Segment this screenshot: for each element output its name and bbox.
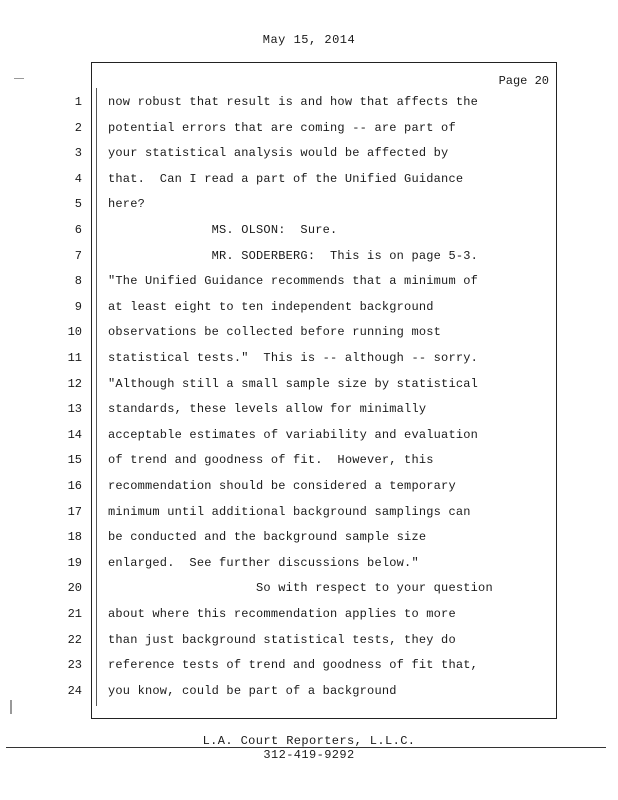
line-number: 14 bbox=[67, 428, 82, 442]
footer-company-name: L.A. Court Reporters, L.L.C. bbox=[202, 734, 416, 748]
line-number: 10 bbox=[67, 325, 82, 339]
line-number: 9 bbox=[74, 300, 82, 314]
transcript-line-text: reference tests of trend and goodness of fit that, bbox=[108, 658, 479, 672]
header-date: May 15, 2014 bbox=[262, 33, 356, 47]
line-number: 22 bbox=[67, 633, 82, 647]
line-number: 13 bbox=[67, 402, 82, 416]
line-number: 16 bbox=[67, 479, 82, 493]
line-number: 2 bbox=[74, 121, 82, 135]
line-number: 5 bbox=[74, 197, 82, 211]
line-number: 20 bbox=[67, 581, 82, 595]
line-number: 23 bbox=[67, 658, 82, 672]
line-number: 7 bbox=[74, 249, 82, 263]
line-number: 3 bbox=[74, 146, 82, 160]
line-number: 6 bbox=[74, 223, 82, 237]
line-number: 19 bbox=[67, 556, 82, 570]
line-number: 11 bbox=[67, 351, 82, 365]
transcript-line-text: standards, these levels allow for minimally bbox=[108, 402, 427, 416]
line-number: 4 bbox=[74, 172, 82, 186]
transcript-line-text: enlarged. See further discussions below." bbox=[108, 556, 419, 570]
transcript-line-text: MR. SODERBERG: This is on page 5-3. bbox=[108, 249, 479, 263]
transcript-line-text: be conducted and the background sample size bbox=[108, 530, 427, 544]
transcript-line-text: you know, could be part of a background bbox=[108, 684, 397, 698]
transcript-line-text: now robust that result is and how that affects the bbox=[108, 95, 479, 109]
footer-phone-number: 312-419-9292 bbox=[263, 748, 355, 762]
transcript-line-text: about where this recommendation applies to more bbox=[108, 607, 456, 621]
transcript-line-text: potential errors that are coming -- are part of bbox=[108, 121, 456, 135]
transcript-line-text: of trend and goodness of fit. However, this bbox=[108, 453, 434, 467]
transcript-line-text: "Although still a small sample size by statistical bbox=[108, 377, 479, 391]
line-number: 8 bbox=[74, 274, 82, 288]
line-number: 24 bbox=[67, 684, 82, 698]
line-number: 15 bbox=[67, 453, 82, 467]
transcript-line-text: statistical tests." This is -- although -- sorry. bbox=[108, 351, 479, 365]
line-number: 1 bbox=[74, 95, 82, 109]
line-number: 18 bbox=[67, 530, 82, 544]
transcript-line-text: MS. OLSON: Sure. bbox=[108, 223, 338, 237]
transcript-line-text: So with respect to your question bbox=[108, 581, 493, 595]
transcript-line-text: "The Unified Guidance recommends that a minimum of bbox=[108, 274, 479, 288]
line-number: 21 bbox=[67, 607, 82, 621]
line-number: 17 bbox=[67, 505, 82, 519]
line-number: 12 bbox=[67, 377, 82, 391]
transcript-line-text: at least eight to ten independent background bbox=[108, 300, 434, 314]
transcript-line-text: recommendation should be considered a temporary bbox=[108, 479, 456, 493]
transcript-line-text: minimum until additional background samplings can bbox=[108, 505, 471, 519]
transcript-line-text: your statistical analysis would be affected by bbox=[108, 146, 449, 160]
transcript-line-text: than just background statistical tests, they do bbox=[108, 633, 456, 647]
left-margin-rule bbox=[96, 88, 97, 706]
scan-speck bbox=[14, 78, 24, 79]
transcript-line-text: here? bbox=[108, 197, 146, 211]
transcript-line-text: that. Can I read a part of the Unified Guidance bbox=[108, 172, 464, 186]
transcript-line-text: acceptable estimates of variability and evaluation bbox=[108, 428, 479, 442]
transcript-line-text: observations be collected before running most bbox=[108, 325, 442, 339]
page-number-label: Page 20 bbox=[498, 74, 549, 88]
scan-speck bbox=[10, 700, 12, 714]
